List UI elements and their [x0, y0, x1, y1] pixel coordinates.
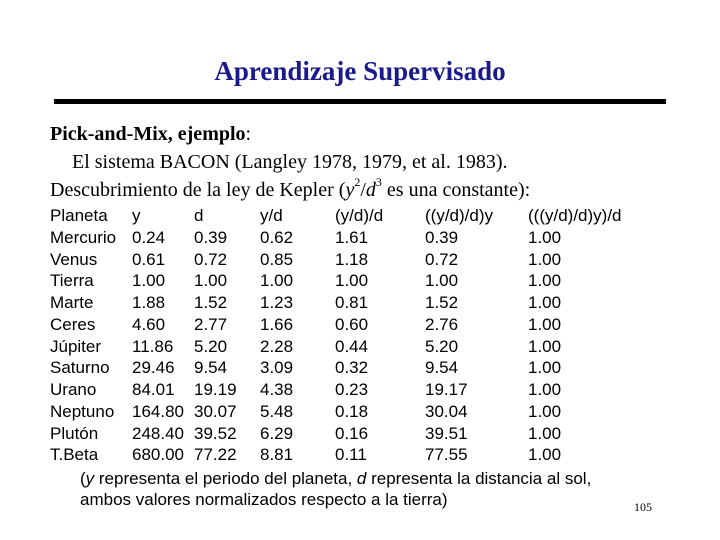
table-cell: 1.00 — [528, 249, 562, 269]
table-cell: 1.00 — [260, 271, 294, 291]
formula-y: y — [345, 179, 355, 201]
table-cell: Neptuno — [50, 401, 115, 421]
table-cell: 0.72 — [194, 249, 228, 269]
table-cell: 1.00 — [335, 271, 369, 291]
formula-exp-3: 3 — [375, 175, 382, 190]
table-cell: 0.24 — [132, 227, 166, 247]
header-cell: y/d — [260, 206, 283, 225]
footnote-d: d — [356, 469, 367, 488]
formula-exp-2: 2 — [354, 175, 361, 190]
table-cell: 39.52 — [194, 423, 237, 443]
table-cell: 0.18 — [335, 401, 369, 421]
footnote-line-2: ambos valores normalizados respecto a la tierra) — [80, 490, 448, 509]
slide-title: Aprendizaje Supervisado — [214, 56, 506, 86]
table-cell: Urano — [50, 380, 97, 399]
intro-colon: : — [245, 123, 252, 145]
table-cell: 1.00 — [528, 314, 562, 334]
intro-line-2: El sistema BACON (Langley 1978, 1979, et al. 1983). — [72, 151, 508, 173]
header-cell: y — [132, 206, 141, 225]
table-cell: 1.00 — [528, 380, 562, 399]
table-cell: 77.22 — [194, 445, 237, 465]
table-cell: 2.76 — [425, 314, 459, 334]
table-cell: 0.32 — [335, 358, 369, 378]
table-cell: 30.04 — [425, 401, 468, 421]
table-cell: 1.61 — [335, 227, 369, 247]
table-cell: 19.17 — [425, 380, 468, 399]
table-cell: Saturno — [50, 358, 110, 378]
table-cell: 8.81 — [260, 445, 294, 465]
table-cell: 1.00 — [528, 293, 562, 312]
table-cell: 1.66 — [260, 314, 294, 334]
header-cell: d — [194, 206, 204, 225]
table-cell: 9.54 — [194, 358, 228, 378]
page-number: 105 — [634, 500, 652, 514]
table-cell: Tierra — [50, 271, 94, 291]
table-cell: 1.00 — [194, 271, 228, 291]
intro-line-3-pre: Descubrimiento de la ley de Kepler ( — [50, 179, 346, 201]
table-cell: 1.00 — [528, 271, 562, 291]
header-cell: (((y/d)/d)y)/d — [528, 206, 622, 225]
table-cell: Venus — [50, 249, 98, 269]
table-cell: 39.51 — [425, 423, 468, 443]
table-cell: 680.00 — [132, 445, 184, 465]
table-cell: 1.00 — [528, 358, 562, 378]
table-cell: 0.16 — [335, 423, 369, 443]
table-cell: 1.52 — [194, 293, 228, 312]
table-cell: 0.61 — [132, 249, 166, 269]
table-cell: 5.48 — [260, 401, 294, 421]
table-cell: 1.00 — [528, 401, 562, 421]
table-cell: 0.23 — [335, 380, 369, 399]
table-cell: 1.00 — [528, 227, 562, 247]
table-cell: Mercurio — [50, 227, 117, 247]
footnote-text-1: representa el periodo del planeta, — [94, 469, 357, 488]
table-cell: 2.77 — [194, 314, 228, 334]
table-cell: 0.39 — [425, 227, 459, 247]
table-cell: 1.88 — [132, 293, 166, 312]
table-cell: 4.38 — [260, 380, 294, 399]
table-cell: T.Beta — [50, 445, 99, 465]
table-cell: 1.00 — [425, 271, 459, 291]
table-cell: 19.19 — [194, 380, 237, 399]
table-cell: 1.18 — [335, 249, 369, 269]
footnote-line-1 — [80, 468, 591, 489]
table-cell: 0.85 — [260, 249, 294, 269]
table-cell: 0.39 — [194, 227, 228, 247]
table-cell: Ceres — [50, 314, 96, 334]
table-cell: 2.28 — [260, 336, 294, 356]
footnote-text-2: representa la distancia al sol, — [366, 469, 592, 488]
table-cell: 0.72 — [425, 249, 459, 269]
table-cell: 9.54 — [425, 358, 459, 378]
intro-line-3-post: es una constante): — [381, 179, 531, 201]
table-cell: 164.80 — [132, 401, 184, 421]
table-cell: 0.81 — [335, 293, 369, 312]
table-cell: 3.09 — [260, 358, 294, 378]
intro-line-1 — [50, 123, 251, 146]
table-cell: 0.62 — [260, 227, 294, 247]
table-cell: 1.23 — [260, 293, 294, 312]
table-cell: 5.20 — [425, 336, 459, 356]
table-cell: 84.01 — [132, 380, 175, 399]
table-cell: 6.29 — [260, 423, 294, 443]
table-cell: 1.52 — [425, 293, 459, 312]
table-cell: 0.60 — [335, 314, 369, 334]
intro-heading: Pick-and-Mix, ejemplo — [50, 123, 246, 145]
formula-d: d — [365, 179, 376, 201]
table-footnote — [80, 468, 591, 510]
table-cell: 0.44 — [335, 336, 369, 356]
footnote-y: y — [85, 469, 95, 488]
table-cell: 248.40 — [132, 423, 184, 443]
table-cell: Júpiter — [50, 336, 102, 356]
table-cell: 1.00 — [132, 271, 166, 291]
table-cell: Marte — [50, 293, 94, 312]
table-cell: 77.55 — [425, 445, 468, 465]
header-cell: (y/d)/d — [335, 206, 384, 225]
table-cell: 5.20 — [194, 336, 228, 356]
table-cell: 11.86 — [132, 336, 174, 356]
table-cell: 4.60 — [132, 314, 166, 334]
header-cell: ((y/d)/d)y — [425, 206, 493, 225]
header-cell: Planeta — [50, 206, 108, 225]
intro-line-3 — [50, 175, 531, 202]
table-cell: 1.00 — [528, 336, 562, 356]
table-cell: 29.46 — [132, 358, 175, 378]
table-cell: 1.00 — [528, 423, 562, 443]
footnote-paren: ( — [80, 469, 86, 488]
table-cell: Plutón — [50, 423, 99, 443]
table-cell: 30.07 — [194, 401, 237, 421]
title-underline — [54, 99, 666, 104]
table-cell: 0.11 — [335, 445, 367, 465]
table-cell: 1.00 — [528, 445, 562, 465]
formula-slash: / — [360, 179, 366, 201]
